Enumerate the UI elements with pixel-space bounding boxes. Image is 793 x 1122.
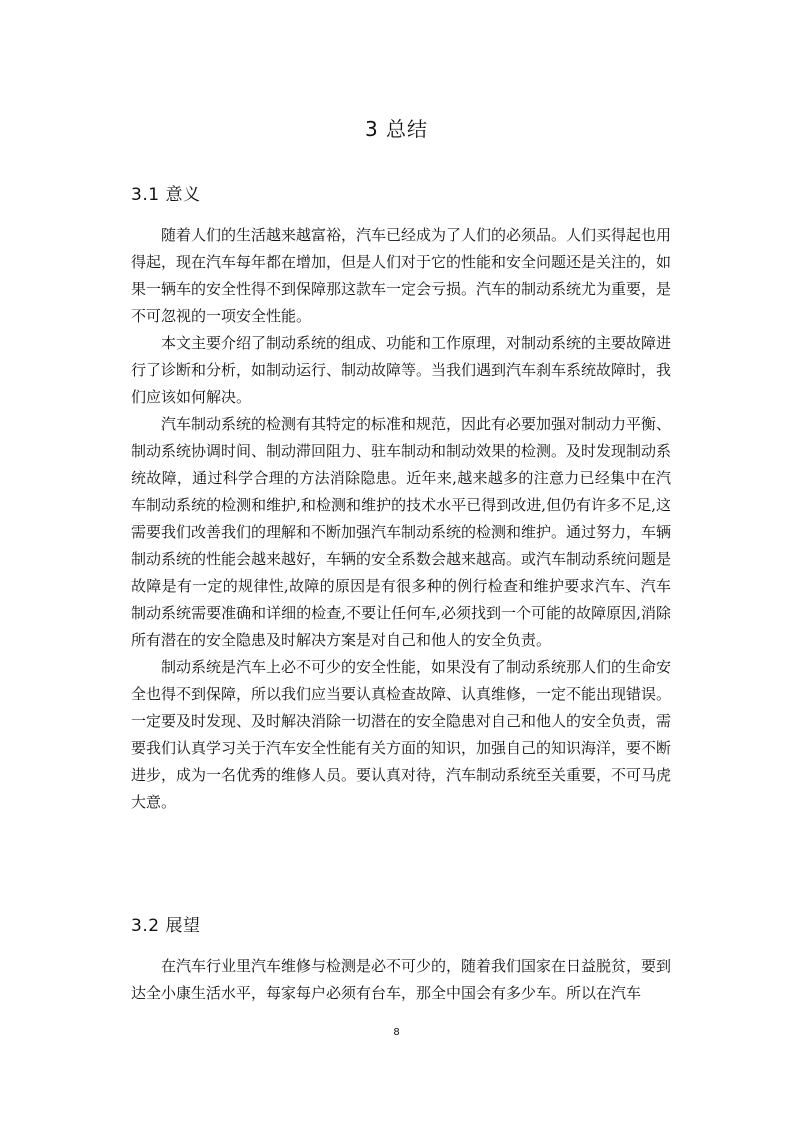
section-heading-outlook: 3.2 展望	[131, 916, 201, 936]
chapter-title: 3 总结	[364, 117, 429, 141]
section-body-outlook	[131, 953, 671, 1007]
paragraph: 在汽车行业里汽车维修与检测是必不可少的，随着我们国家在日益脱贫，要到达全小康生活水平，每家每户必须有台车，那全中国会有多少车。所以在汽车	[131, 957, 672, 1002]
paragraph: 制动系统是汽车上必不可少的安全性能，如果没有了制动系统那人们的生命安全也得不到保障，所以我们应当要认真检查故障、认真维修，一定不能出现错误。一定要及时发现、及时解决消除一切潜在的安全隐患对自己和他人的安全负责，需要我们认真学习关于汽车安全性能有关方面的知识，加强自己的知识海洋，要不断进步，成为一名优秀的维修人员。要认真对待，汽车制动系统至关重要，不可马虎大意。	[131, 658, 672, 811]
paragraph: 本文主要介绍了制动系统的组成、功能和工作原理，对制动系统的主要故障进行了诊断和分析，如制动运行、制动故障等。当我们遇到汽车刹车系统故障时，我们应该如何解决。	[131, 334, 672, 406]
page-number: 8	[393, 1027, 400, 1038]
section-body-meaning	[131, 222, 671, 816]
paragraph: 汽车制动系统的检测有其特定的标准和规范，因此有必要加强对制动力平衡、制动系统协调时间、制动滞回阻力、驻车制动和制动效果的检测。及时发现制动系统故障，通过科学合理的方法消除隐患。近年来,越来越多的注意力已经集中在汽车制动系统的检测和维护,和检测和维护的技术水平已得到改进,但仍有许多不足,这需要我们改善我们的理解和不断加强汽车制动系统的检测和维护。通过努力，车辆制动系统的性能会越来越好，车辆的安全系数会越来越高。或汽车制动系统问题是故障是有一定的规律性,故障的原因是有很多种的例行检查和维护要求汽车、汽车制动系统需要准确和详细的检查,不要让任何车,必须找到一个可能的故障原因,消除所有潜在的安全隐患及时解决方案是对自己和他人的安全负责。	[131, 415, 672, 649]
section-heading-meaning: 3.1 意义	[131, 185, 201, 205]
paragraph: 随着人们的生活越来越富裕，汽车已经成为了人们的必须品。人们买得起也用得起，现在汽车每年都在增加，但是人们对于它的性能和安全问题还是关注的，如果一辆车的安全性得不到保障那这款车一定会亏损。汽车的制动系统尤为重要，是不可忽视的一项安全性能。	[131, 226, 672, 325]
